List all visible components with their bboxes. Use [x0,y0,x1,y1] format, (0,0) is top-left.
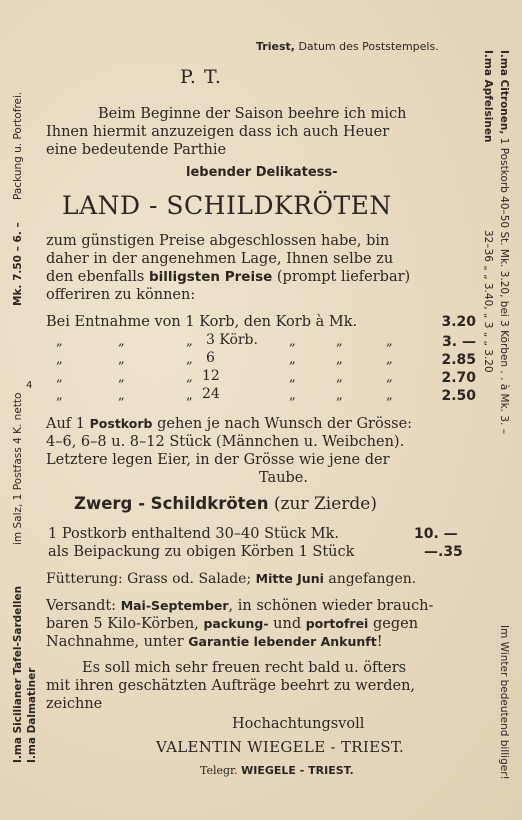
postkorb-bold: Postkorb [89,416,153,431]
zwerg-title [74,494,377,514]
shipping-line-3-bold: Garantie lebender Ankunft [188,634,377,649]
offer-line-3-pre: den ebenfalls [46,269,149,285]
ditto-mark: „ [56,388,63,403]
shipping-pre: Versandt: [46,598,121,614]
shipping-line-3-pre: Nachnahme, unter [46,634,189,650]
zwerg-line-1-price: 10. — [414,526,458,542]
ditto-mark: „ [386,388,393,403]
page-title: LAND - SCHILDKRÖTEN [62,191,392,220]
ditto-mark: „ [336,352,343,367]
telegram-value: WIEGELE - TRIEST. [241,764,354,777]
ditto-mark: „ [386,352,393,367]
signature-name: VALENTIN WIEGELE - TRIEST. [156,738,405,756]
left-line1-detail: im Salz, 1 Postfass 4 K. netto [12,392,24,545]
closing-line-3: zeichne [46,696,103,712]
ditto-mark: „ [56,370,63,385]
ditto-mark: „ [186,388,193,403]
zwerg-line-2: als Beipackung zu obigen Körben 1 Stück [48,544,355,560]
shipping-line-3 [46,634,383,650]
postkorb-line-3: Letztere legen Eier, in der Grösse wie jene der [46,452,390,468]
shipping-line-2-pre: baren 5 Kilo-Körben, [46,616,204,632]
ditto-mark: „ [289,334,296,349]
ditto-mark: „ [118,334,125,349]
left-line1-price: Mk. 7.50 – 6. – [12,222,24,306]
intro-line-3: eine bedeutende Parthie [46,142,227,158]
shipping-bold: Mai-September [120,598,229,613]
intro-line-1: Beim Beginne der Saison beehre ich mich [98,106,407,122]
offer-line-4: offeriren zu können: [46,287,196,303]
zwerg-line-1-text: 1 Postkorb enthaltend 30–40 Stück Mk. [48,526,339,542]
ditto-mark: „ [186,334,193,349]
header-date-note: Datum des Poststempels. [298,40,439,53]
left-column-line1 [12,92,24,200]
price-row-qty: 24 [202,386,220,402]
zwerg-line-2-price: —.35 [424,544,463,560]
price-row-value: 2.70 [441,370,476,386]
price-row-label: Bei Entnahme von 1 Korb, den Korb à Mk. [46,314,358,330]
shipping-line-2 [46,616,418,632]
price-row-value: 3. — [442,334,476,350]
price-row [46,334,476,352]
ditto-mark: „ [289,388,296,403]
price-row [46,314,476,332]
intro-line-2: Ihnen hiermit anzuzeigen dass ich auch Heuer [46,124,390,140]
shipping-line-1 [46,598,433,614]
price-row [46,352,476,370]
offer-line-3 [46,269,410,285]
ditto-mark: „ [186,370,193,385]
left-column-number: 4 [26,380,33,391]
price-row-value: 2.85 [441,352,476,368]
left-line3-name: I.ma Dalmatiner [26,667,38,763]
postkorb-line-1 [46,416,412,432]
zwerg-title-rest: (zur Zierde) [273,494,377,514]
price-row [46,388,476,406]
zwerg-title-bold: Zwerg - Schildkröten [74,494,269,513]
shipping-line-2-bold2: portofrei [305,616,369,631]
ditto-mark: „ [336,370,343,385]
shipping-line-2-bold1: packung- [203,616,269,631]
ditto-mark: „ [118,388,125,403]
header [256,40,439,53]
zwerg-line-1 [48,526,339,542]
offer-line-3-post: (prompt lieferbar) [272,269,411,285]
feeding-line [46,571,416,587]
right-line1-winter: Im Winter bedeutend billiger! [498,625,510,780]
ditto-mark: „ [336,334,343,349]
price-row-qty: 6 [206,350,215,366]
postkorb-line-2: 4–6, 6–8 u. 8–12 Stück (Männchen u. Weibchen). [46,434,405,450]
offer-line-2: daher in der angenehmen Lage, Ihnen selbe zu [46,251,394,267]
ditto-mark: „ [118,352,125,367]
subtitle: lebender Delikatess- [186,165,338,180]
shipping-mid: , in schönen wieder brauch- [228,598,434,614]
ditto-mark: „ [386,370,393,385]
shipping-line-3-post: ! [376,634,383,650]
ditto-mark: „ [289,352,296,367]
right-column-citronen [498,50,510,434]
ditto-mark: „ [336,388,343,403]
closing-line-1: Es soll mich sehr freuen recht bald u. öfters [82,660,407,676]
price-row [46,370,476,388]
feeding-post: angefangen. [328,571,417,587]
left-line1-text: Packung u. Portofrei. [12,91,24,200]
left-column-price [12,222,24,306]
right-column-winter [498,625,510,780]
left-column-detail [12,393,24,545]
telegram-line [200,764,354,777]
postkorb-line-4: Taube. [259,470,309,486]
postkorb-pre: Auf 1 [46,416,90,432]
header-city: Triest, [256,40,295,53]
ditto-mark: „ [56,334,63,349]
ditto-mark: „ [56,352,63,367]
ditto-mark: „ [289,370,296,385]
feeding-text: Fütterung: Grass od. Salade; [46,571,252,587]
price-row-qty: 3 Körb. [206,332,258,348]
ditto-mark: „ [118,370,125,385]
right-line1-detail: 1 Postkorb 40–50 St. Mk. 3.20, bei 3 Körben . . à Mk. 3. – [498,137,510,434]
right-line2-name: I.ma Apfelsinen [482,50,494,143]
left-column-sardellen [12,586,24,763]
shipping-line-2-post: gegen [368,616,419,632]
ditto-mark: „ [186,352,193,367]
offer-line-3-bold: billigsten Preise [148,269,273,285]
right-line2-detail: 32–36 „ „ 3.40, „ 3 „ „ 3.20 [482,230,494,373]
telegram-label: Telegr. [200,764,238,777]
left-line2-name: I.ma Sicilianer Tafel-Sardellen [12,585,24,763]
right-column-apfelsinen-detail [482,230,494,373]
ditto-mark: „ [386,334,393,349]
price-row-qty: 12 [202,368,220,384]
greeting: P. T. [180,66,222,88]
postkorb-post: gehen je nach Wunsch der Grösse: [152,416,413,432]
signature-regards: Hochachtungsvoll [232,716,365,732]
offer-line-1: zum günstigen Preise abgeschlossen habe, bin [46,233,390,249]
left-column-dalmatiner [26,668,38,763]
price-row-value: 3.20 [441,314,476,330]
right-line1-name: I.ma Citronen, [498,50,510,135]
closing-line-2: mit ihren geschätzten Aufträge beehrt zu werden, [46,678,416,694]
price-row-value: 2.50 [441,388,476,404]
right-column-apfelsinen [482,50,494,142]
shipping-line-2-mid: und [268,616,306,632]
feeding-bold: Mitte Juni [255,571,324,586]
